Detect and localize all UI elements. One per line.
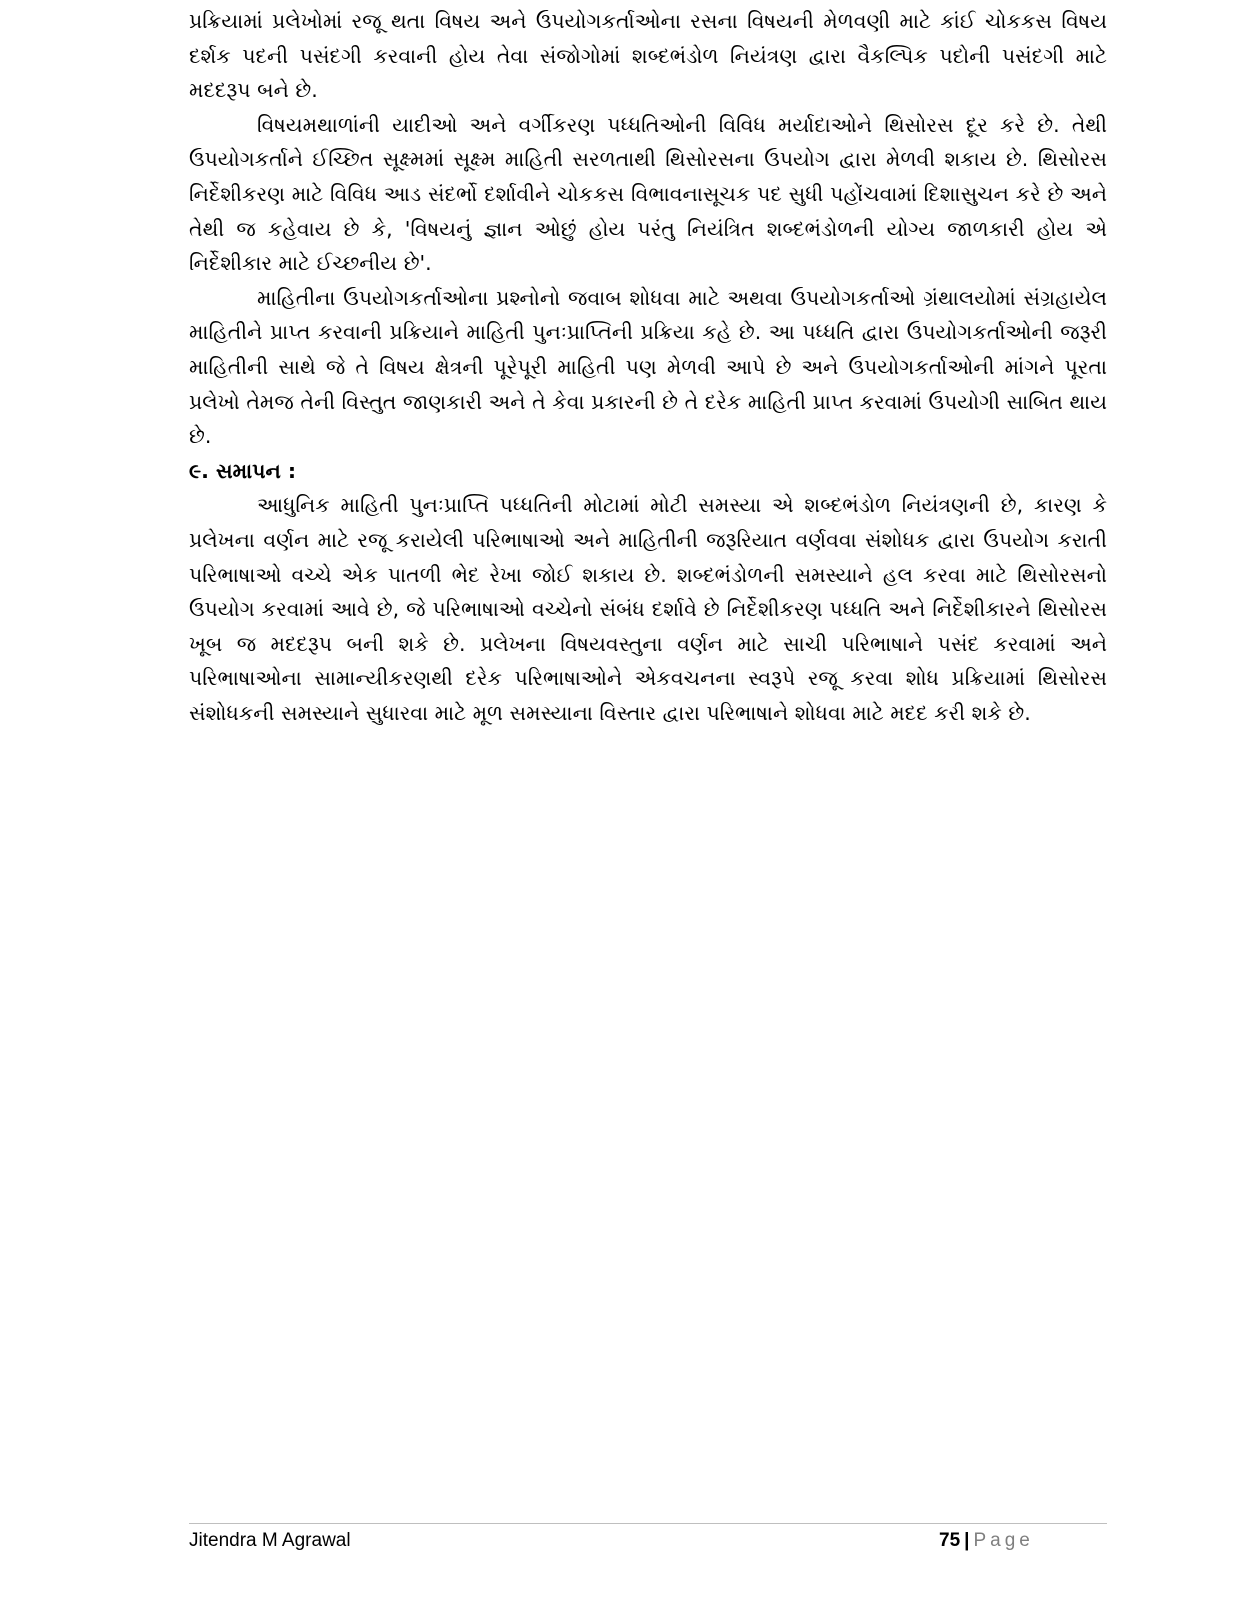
page-label: Page [973,1530,1034,1551]
page-separator: | [964,1530,970,1551]
body-paragraph-thesaurus-benefits: વિષયમથાળાંની યાદીઓ અને વર્ગીકરણ પધ્ધતિઓની વિવિધ મર્યાદાઓને થિસોરસ દૂર કરે છે. તેથી ઉપયોગકર્તાને ઈચ્છિત સૂક્ષ્મમાં સૂક્ષ્મ માહિતી સરળતાથી થિસોરસના ઉપયોગ દ્વારા મેળવી શકાય છે. થિસોરસ નિર્દેશીકરણ માટે વિવિધ આડ સંદર્ભો દર્શાવીને ચોકકસ વિભાવનાસૂચક પદ સુધી પહોંચવામાં દિશાસુચન કરે છે અને તેથી જ કહેવાય છે કે, 'વિષયનું જ્ઞાન ઓછું હોય પરંતુ નિયંત્રિત શબ્દભંડોળની યોગ્ય જાળકારી હોય એ નિર્દેશીકાર માટે ઈચ્છનીય છે'. [189,112,1107,276]
page-number: 75 [939,1530,961,1551]
body-paragraph-continuation: પ્રક્રિયામાં પ્રલેખોમાં રજૂ થતા વિષય અને ઉપયોગકર્તાઓના રસના વિષયની મેળવણી માટે કાંઈ ચોકકસ વિષય દર્શક પદની પસંદગી કરવાની હોય તેવા સંજોગોમાં શબ્દભંડોળ નિયંત્રણ દ્વારા વૈકલ્પિક પદોની પસંદગી માટે મદદરૂપ બને છે. [189,9,1107,103]
section-heading-conclusion: ૯. સમાપન : [189,458,297,483]
body-paragraph-information-retrieval: માહિતીના ઉપયોગકર્તાઓના પ્રશ્નોનો જવાબ શોધવા માટે અથવા ઉપયોગકર્તાઓ ગ્રંથાલયોમાં સંગ્રહાયેલ માહિતીને પ્રાપ્ત કરવાની પ્રક્રિયાને માહિતી પુનઃપ્રાપ્તિની પ્રક્રિયા કહે છે. આ પધ્ધતિ દ્વારા ઉપયોગકર્તાઓની જરૂરી માહિતીની સાથે જે તે વિષય ક્ષેત્રની પૂરેપૂરી માહિતી પણ મેળવી આપે છે અને ઉપયોગકર્તાઓની માંગને પૂરતા પ્રલેખો તેમજ તેની વિસ્તુત જાણકારી અને તે કેવા પ્રકારની છે તે દરેક માહિતી પ્રાપ્ત કરવામાં ઉપયોગી સાબિત થાય છે. [189,285,1107,449]
footer-page-indicator [939,1530,1034,1552]
document-body [189,4,1107,730]
body-paragraph-conclusion: આધુનિક માહિતી પુનઃપ્રાપ્તિ પધ્ધતિની મોટામાં મોટી સમસ્યા એ શબ્દભંડોળ નિયંત્રણની છે, કારણ કે પ્રલેખના વર્ણન માટે રજૂ કરાયેલી પરિભાષાઓ અને માહિતીની જરૂરિયાત વર્ણવવા સંશોધક દ્વારા ઉપયોગ કરાતી પરિભાષાઓ વચ્ચે એક પાતળી ભેદ રેખા જોઈ શકાય છે. શબ્દભંડોળની સમસ્યાને હલ કરવા માટે થિસોરસનો ઉપયોગ કરવામાં આવે છે, જે પરિભાષાઓ વચ્ચેનો સંબંધ દર્શાવે છે નિર્દેશીકરણ પધ્ધતિ અને નિર્દેશીકારને થિસોરસ ખૂબ જ મદદરૂપ બની શકે છે. પ્રલેખના વિષયવસ્તુના વર્ણન માટે સાચી પરિભાષાને પસંદ કરવામાં અને પરિભાષાઓના સામાન્યીકરણથી દરેક પરિભાષાઓને એકવચનના સ્વરૂપે રજૂ કરવા શોધ પ્રક્રિયામાં થિસોરસ સંશોધકની સમસ્યાને સુધારવા માટે મૂળ સમસ્યાના વિસ્તાર દ્વારા પરિભાષાને શોધવા માટે મદદ કરી શકે છે. [189,493,1107,725]
page-footer [189,1523,1107,1564]
footer-author: Jitendra M Agrawal [189,1530,351,1551]
